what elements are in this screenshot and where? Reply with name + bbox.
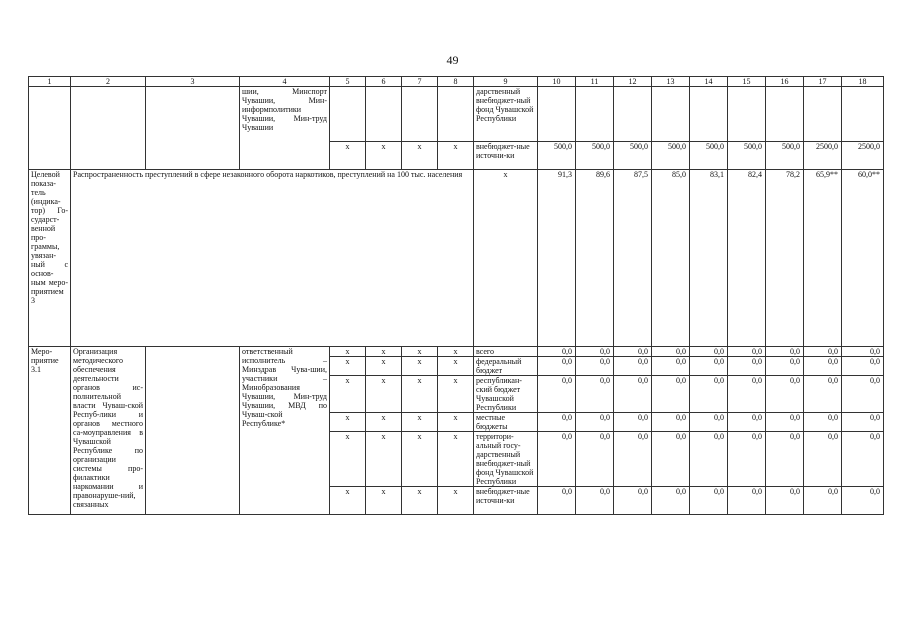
indicator-row — [29, 170, 884, 347]
value-cell: 0,0 — [842, 376, 884, 413]
value-cell: 0,0 — [576, 347, 614, 357]
column-header: 15 — [728, 77, 766, 87]
value-cell: 500,0 — [614, 142, 652, 170]
indicator-label: Целевой показа-тель (индика-тор) Го-сударст-венной про-граммы, увязан-ный с основ-ным меро-приятием 3 — [29, 170, 71, 347]
value-cell — [690, 87, 728, 142]
column-header: 1 — [29, 77, 71, 87]
value-cell: 0,0 — [690, 347, 728, 357]
code-cell — [330, 87, 366, 142]
value-cell: 500,0 — [690, 142, 728, 170]
column-header: 9 — [474, 77, 538, 87]
indicator-value: 78,2 — [766, 170, 804, 347]
value-cell: 0,0 — [652, 432, 690, 487]
column-header: 3 — [146, 77, 240, 87]
code-cell: x — [438, 487, 474, 515]
value-cell: 0,0 — [690, 487, 728, 515]
page-number: 49 — [446, 53, 459, 67]
column-header: 10 — [538, 77, 576, 87]
value-cell: 0,0 — [804, 413, 842, 432]
measure-row — [29, 347, 884, 357]
value-cell: 0,0 — [766, 376, 804, 413]
column-header: 7 — [402, 77, 438, 87]
column-header: 6 — [366, 77, 402, 87]
code-cell: x — [330, 357, 366, 376]
value-cell: 0,0 — [804, 487, 842, 515]
measure-label: Меро-приятие 3.1 — [29, 347, 71, 515]
value-cell: 0,0 — [842, 357, 884, 376]
indicator-value: 91,3 — [538, 170, 576, 347]
code-cell: x — [402, 432, 438, 487]
code-cell: x — [438, 376, 474, 413]
value-cell: 0,0 — [576, 432, 614, 487]
code-cell: x — [438, 347, 474, 357]
value-cell: 0,0 — [652, 357, 690, 376]
value-cell: 0,0 — [576, 357, 614, 376]
code-cell: x — [438, 413, 474, 432]
value-cell — [804, 87, 842, 142]
code-cell: x — [438, 357, 474, 376]
value-cell: 0,0 — [614, 347, 652, 357]
funding-source-cell: всего — [474, 347, 538, 357]
column-header: 12 — [614, 77, 652, 87]
value-cell — [652, 87, 690, 142]
indicator-value: 65,9** — [804, 170, 842, 347]
column-header: 18 — [842, 77, 884, 87]
value-cell — [842, 87, 884, 142]
value-cell: 0,0 — [538, 432, 576, 487]
code-cell: x — [402, 376, 438, 413]
column-header: 2 — [71, 77, 146, 87]
funding-source-cell: федеральный бюджет — [474, 357, 538, 376]
value-cell: 500,0 — [728, 142, 766, 170]
value-cell: 0,0 — [728, 357, 766, 376]
funding-source-cell: территори-альный госу-дарственный внебюджет-ный фонд Чувашской Республики — [474, 432, 538, 487]
measure-col3 — [146, 347, 240, 515]
code-cell: x — [366, 347, 402, 357]
value-cell: 0,0 — [614, 357, 652, 376]
code-cell — [402, 87, 438, 142]
code-cell: x — [330, 347, 366, 357]
value-cell: 0,0 — [538, 413, 576, 432]
value-cell: 0,0 — [766, 413, 804, 432]
indicator-value: 60,0** — [842, 170, 884, 347]
code-cell: x — [438, 142, 474, 170]
indicator-value: 87,5 — [614, 170, 652, 347]
column-header: 11 — [576, 77, 614, 87]
value-cell: 0,0 — [614, 376, 652, 413]
value-cell: 0,0 — [652, 376, 690, 413]
value-cell — [766, 87, 804, 142]
column-header: 5 — [330, 77, 366, 87]
indicator-value: 82,4 — [728, 170, 766, 347]
code-cell: x — [402, 347, 438, 357]
col3-cell — [146, 87, 240, 170]
value-cell: 0,0 — [690, 432, 728, 487]
value-cell: 2500,0 — [804, 142, 842, 170]
value-cell: 0,0 — [690, 413, 728, 432]
value-cell: 0,0 — [728, 487, 766, 515]
value-cell: 0,0 — [652, 347, 690, 357]
table-row — [29, 87, 884, 142]
code-cell: x — [402, 142, 438, 170]
code-cell: x — [402, 357, 438, 376]
column-header: 8 — [438, 77, 474, 87]
value-cell: 0,0 — [576, 487, 614, 515]
value-cell: 500,0 — [576, 142, 614, 170]
value-cell — [576, 87, 614, 142]
value-cell: 0,0 — [652, 487, 690, 515]
code-cell: x — [366, 413, 402, 432]
value-cell — [728, 87, 766, 142]
code-cell: x — [366, 142, 402, 170]
code-cell: x — [330, 432, 366, 487]
column-header: 16 — [766, 77, 804, 87]
value-cell: 0,0 — [538, 487, 576, 515]
code-cell: x — [330, 413, 366, 432]
budget-table — [28, 76, 884, 515]
code-cell: x — [330, 487, 366, 515]
value-cell: 0,0 — [804, 347, 842, 357]
code-cell: x — [366, 487, 402, 515]
code-cell: x — [330, 376, 366, 413]
value-cell — [614, 87, 652, 142]
column-header: 13 — [652, 77, 690, 87]
value-cell: 500,0 — [652, 142, 690, 170]
value-cell: 0,0 — [728, 347, 766, 357]
code-cell: x — [366, 357, 402, 376]
value-cell: 0,0 — [842, 347, 884, 357]
value-cell: 0,0 — [576, 376, 614, 413]
funding-source-cell: внебюджет-ные источни-ки — [474, 487, 538, 515]
row-label-cell — [29, 87, 71, 170]
value-cell: 0,0 — [614, 432, 652, 487]
value-cell: 0,0 — [538, 357, 576, 376]
value-cell: 0,0 — [538, 376, 576, 413]
value-cell: 0,0 — [652, 413, 690, 432]
value-cell: 0,0 — [842, 413, 884, 432]
funding-source-cell: внебюджет-ные источни-ки — [474, 142, 538, 170]
code-cell: x — [366, 432, 402, 487]
value-cell: 500,0 — [538, 142, 576, 170]
header-row — [29, 77, 884, 87]
column-header: 17 — [804, 77, 842, 87]
value-cell: 0,0 — [766, 487, 804, 515]
table-body — [29, 77, 884, 515]
value-cell: 500,0 — [766, 142, 804, 170]
column-header: 14 — [690, 77, 728, 87]
value-cell: 2500,0 — [842, 142, 884, 170]
code-cell: x — [438, 432, 474, 487]
code-cell: x — [366, 376, 402, 413]
measure-name: Организация методического обеспечения деятельности органов ис-полнительной власти Чуваш-ской Респуб-лики и органов местного са-моуправления в Чувашской Республике по организации системы про-филактики наркомании и правонаруше-ний, связанных — [71, 347, 146, 515]
measure-executor: ответственный исполнитель – Минздрав Чува-шии, участники – Минобразования Чувашии, Мин-труд Чувашии, МВД по Чуваш-ской Республике* — [240, 347, 330, 515]
value-cell: 0,0 — [766, 347, 804, 357]
code-cell: x — [402, 413, 438, 432]
value-cell: 0,0 — [614, 413, 652, 432]
indicator-description: Распространенность преступлений в сфере незаконного оборота наркотиков, преступлений на 100 тыс. населения — [71, 170, 474, 347]
value-cell: 0,0 — [690, 357, 728, 376]
funding-source-cell: дарственный внебюджет-ный фонд Чувашской Республики — [474, 87, 538, 142]
value-cell: 0,0 — [538, 347, 576, 357]
measure-name-cell — [71, 87, 146, 170]
column-header: 4 — [240, 77, 330, 87]
funding-source-cell: местные бюджеты — [474, 413, 538, 432]
value-cell: 0,0 — [576, 413, 614, 432]
value-cell: 0,0 — [804, 376, 842, 413]
value-cell: 0,0 — [614, 487, 652, 515]
value-cell: 0,0 — [766, 357, 804, 376]
code-cell: x — [330, 142, 366, 170]
indicator-value: 89,6 — [576, 170, 614, 347]
value-cell: 0,0 — [690, 376, 728, 413]
value-cell: 0,0 — [804, 432, 842, 487]
indicator-value: 83,1 — [690, 170, 728, 347]
indicator-col9: x — [474, 170, 538, 347]
value-cell — [538, 87, 576, 142]
indicator-value: 85,0 — [652, 170, 690, 347]
value-cell: 0,0 — [842, 487, 884, 515]
code-cell — [438, 87, 474, 142]
value-cell: 0,0 — [728, 376, 766, 413]
value-cell: 0,0 — [766, 432, 804, 487]
funding-source-cell: республикан-ский бюджет Чувашской Республики — [474, 376, 538, 413]
code-cell: x — [402, 487, 438, 515]
value-cell: 0,0 — [728, 413, 766, 432]
value-cell: 0,0 — [728, 432, 766, 487]
value-cell: 0,0 — [804, 357, 842, 376]
code-cell — [366, 87, 402, 142]
executor-cell: шии, Минспорт Чувашии, Мин-информполитики Чувашии, Мин-труд Чувашии — [240, 87, 330, 170]
value-cell: 0,0 — [842, 432, 884, 487]
